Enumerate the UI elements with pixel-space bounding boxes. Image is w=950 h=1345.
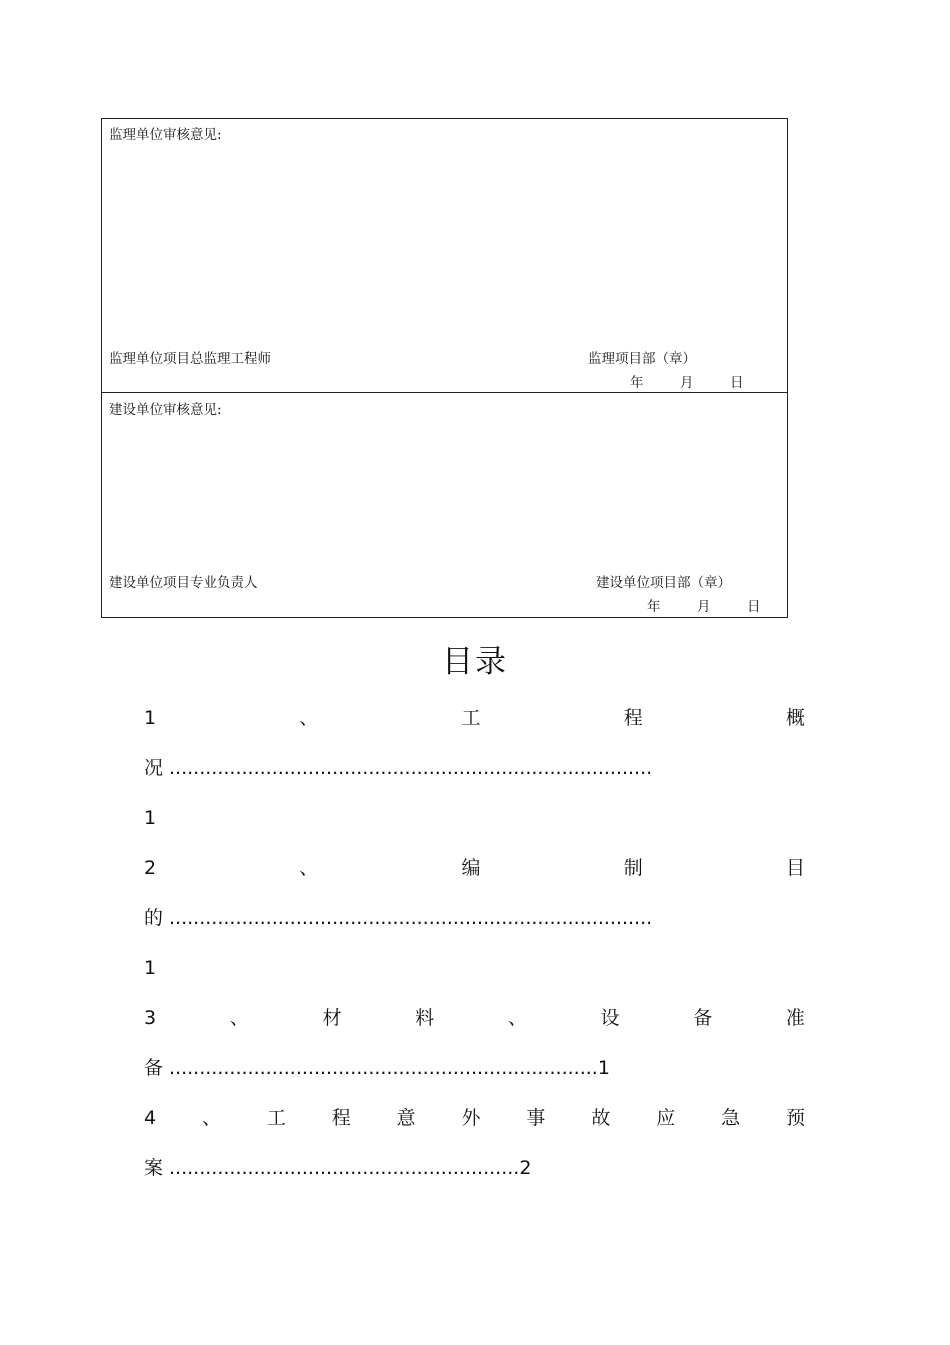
toc-page-number-line: 1 [144,807,157,829]
toc-entry-heading[interactable] [144,850,805,900]
approval-form [101,118,788,618]
supervision-review-cell [102,119,787,393]
toc-entry-leader[interactable] [144,1150,805,1200]
toc-entry-leader[interactable] [144,1050,805,1100]
toc-heading-char: 程 [331,1107,351,1129]
toc-page-number: 1 [597,1057,610,1079]
toc-entry-heading[interactable] [144,700,805,750]
toc-heading-char: 准 [785,1007,805,1029]
toc-heading-char: 目 [785,857,805,879]
toc-heading-char: 、 [229,1007,249,1029]
table-of-contents [144,700,805,1200]
toc-leader-dots: ....................................................................... [169,1057,598,1079]
toc-page-number-line: 1 [144,957,157,979]
toc-heading-char: 工 [266,1107,286,1129]
toc-entry-leader[interactable] [144,750,805,800]
date-year-label: 年 [647,599,661,615]
toc-heading-char: 材 [322,1007,342,1029]
toc-heading-char: 、 [507,1007,527,1029]
toc-heading-char: 料 [415,1007,435,1029]
date-day-label: 日 [730,375,744,391]
toc-entry-leader[interactable] [144,900,805,950]
toc-entry-heading[interactable] [144,1000,805,1050]
toc-leader-text: 备 [144,1057,164,1079]
toc-heading-char: 预 [785,1107,805,1129]
toc-heading-char: 1 [144,707,157,729]
toc-heading-char: 概 [785,707,805,729]
toc-leader-dots: .......................................................... [169,1157,520,1179]
toc-heading-char: 制 [623,857,643,879]
toc-heading-char: 程 [623,707,643,729]
toc-heading-char: 意 [396,1107,416,1129]
toc-heading-char: 故 [591,1107,611,1129]
construction-stamp-label: 建设单位项目部（章） [596,575,731,591]
toc-heading-char: 、 [201,1107,221,1129]
supervision-review-heading: 监理单位审核意见: [109,127,222,143]
toc-heading-char: 应 [656,1107,676,1129]
toc-entry-heading[interactable] [144,1100,805,1150]
construction-review-heading: 建设单位审核意见: [109,402,222,418]
toc-title: 目录 [442,644,508,680]
toc-leader-dots: ................................................................................ [169,757,653,779]
toc-heading-char: 4 [144,1107,157,1129]
toc-heading-char: 2 [144,857,157,879]
construction-signer-label: 建设单位项目专业负责人 [109,575,258,591]
supervision-date [630,371,780,391]
toc-heading-char: 事 [526,1107,546,1129]
date-day-label: 日 [747,599,761,615]
date-year-label: 年 [630,375,644,391]
toc-heading-char: 编 [461,857,481,879]
toc-heading-char: 、 [299,707,319,729]
toc-leader-text: 的 [144,907,164,929]
date-month-label: 月 [680,375,694,391]
toc-heading-char: 设 [600,1007,620,1029]
date-month-label: 月 [697,599,711,615]
toc-heading-char: 备 [693,1007,713,1029]
construction-review-cell [102,393,787,617]
toc-heading-char: 外 [461,1107,481,1129]
construction-date [647,595,797,615]
toc-leader-text: 案 [144,1157,164,1179]
toc-page-number: 2 [519,1157,532,1179]
toc-heading-char: 工 [461,707,481,729]
supervision-stamp-label: 监理项目部（章） [588,351,696,367]
supervision-signer-label: 监理单位项目总监理工程师 [109,351,271,367]
toc-heading-char: 、 [299,857,319,879]
toc-leader-dots: ................................................................................ [169,907,653,929]
toc-leader-text: 况 [144,757,164,779]
toc-heading-char: 急 [721,1107,741,1129]
toc-heading-char: 3 [144,1007,157,1029]
